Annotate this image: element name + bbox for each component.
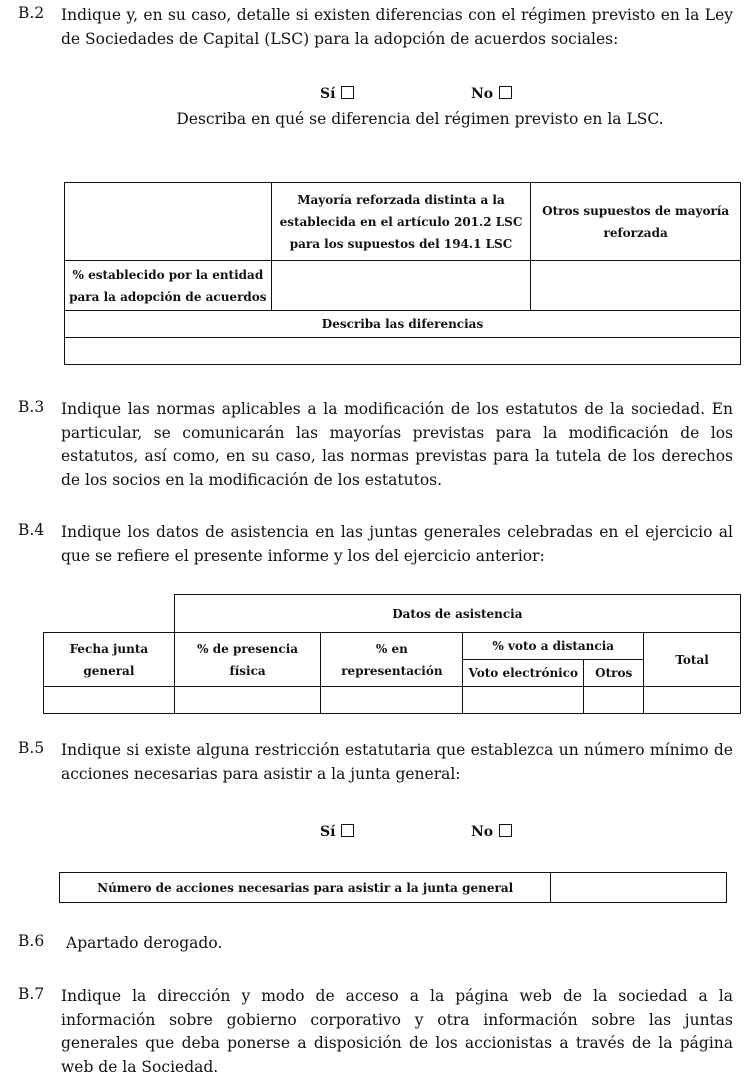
b4-attendance-table (43, 594, 741, 714)
section-text-b3: Indique las normas aplicables a la modificación de los estatutos de la sociedad. En particular, se comunicarán las mayorías previstas para la modificación de los estatutos, así como, en su caso, las normas previstas para la tutela de los derechos de los socios en la modificación de los estatutos. (61, 400, 733, 489)
no-checkbox[interactable] (499, 824, 512, 837)
col-header-date: Fecha junta general (44, 633, 175, 687)
cell-others[interactable] (584, 687, 644, 714)
section-number-b4: B.4 (18, 521, 45, 539)
cell-representation[interactable] (321, 687, 463, 714)
shares-required-value[interactable] (551, 873, 727, 903)
yes-checkbox[interactable] (341, 824, 354, 837)
describe-instruction-b2: Describa en qué se diferencia del régimen previsto en la LSC. (176, 110, 664, 128)
cell-other-value[interactable] (531, 261, 741, 311)
b2-majority-table (64, 182, 741, 365)
group-header-attendance: Datos de asistencia (174, 595, 740, 633)
section-text-b2: Indique y, en su caso, detalle si existen diferencias con el régimen previsto en la Ley de Sociedades de Capital (LSC) para la adopción de acuerdos sociales: (61, 6, 733, 48)
yes-label: Sí (320, 86, 336, 102)
cell-electronic-vote[interactable] (463, 687, 584, 714)
no-label: No (471, 824, 494, 840)
col-header-electronic-vote: Voto electrónico (463, 660, 584, 687)
section-text-b4: Indique los datos de asistencia en las juntas generales celebradas en el ejercicio al que se refiere el presente informe y los del ejercicio anterior: (61, 523, 733, 565)
row-header-percentage: % establecido por la entidad para la adopción de acuerdos (65, 261, 272, 311)
yes-checkbox[interactable] (341, 86, 354, 99)
section-number-b5: B.5 (18, 739, 45, 757)
table-empty-corner (65, 183, 272, 261)
yes-choice-b2[interactable] (320, 86, 354, 102)
col-header-remote-vote: % voto a distancia (463, 633, 644, 660)
col-header-total: Total (644, 633, 741, 687)
col-header-others: Otros (584, 660, 644, 687)
section-text-b5: Indique si existe alguna restricción estatutaria que establezca un número mínimo de acciones necesarias para asistir a la junta general: (61, 741, 733, 783)
section-number-b3: B.3 (18, 398, 45, 416)
describe-differences-cell[interactable] (65, 338, 741, 365)
col-header-reinforced-majority: Mayoría reforzada distinta a la establecida en el artículo 201.2 LSC para los supuestos del 194.1 LSC (271, 183, 531, 261)
section-number-b6: B.6 (18, 932, 45, 950)
cell-reinforced-value[interactable] (271, 261, 531, 311)
b5-shares-table (59, 872, 727, 903)
yes-label: Sí (320, 824, 336, 840)
cell-date[interactable] (44, 687, 175, 714)
table-empty-corner (44, 595, 175, 633)
section-number-b2: B.2 (18, 4, 45, 22)
section-text-b6: Apartado derogado. (66, 934, 223, 952)
section-number-b7: B.7 (18, 985, 45, 1003)
describe-differences-header: Describa las diferencias (65, 311, 741, 338)
cell-total[interactable] (644, 687, 741, 714)
col-header-other-majority: Otros supuestos de mayoría reforzada (531, 183, 741, 261)
no-choice-b5[interactable] (471, 824, 512, 840)
yes-choice-b5[interactable] (320, 824, 354, 840)
section-text-b7: Indique la dirección y modo de acceso a la página web de la sociedad a la información sobre gobierno corporativo y otra información sobre las juntas generales que deba ponerse a disposición de los accionistas a través de la página web de la Sociedad. (61, 987, 733, 1076)
no-label: No (471, 86, 494, 102)
cell-presence[interactable] (174, 687, 321, 714)
col-header-presence: % de presencia física (174, 633, 321, 687)
no-checkbox[interactable] (499, 86, 512, 99)
no-choice-b2[interactable] (471, 86, 512, 102)
col-header-representation: % en representación (321, 633, 463, 687)
shares-required-label: Número de acciones necesarias para asistir a la junta general (60, 873, 551, 903)
